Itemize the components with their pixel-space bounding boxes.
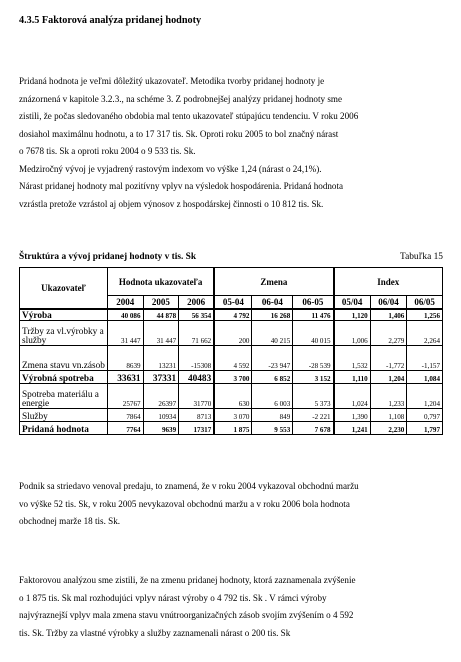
cell: 31 447 bbox=[143, 321, 179, 346]
cell: 1,532 bbox=[334, 346, 371, 371]
cell: 1,110 bbox=[334, 371, 371, 384]
paragraph-line: vzrástla pretože vzrástol aj objem výnosov z hospodárskej činnosti o 10 812 tis. Sk. bbox=[19, 198, 324, 209]
cell: -1,772 bbox=[370, 346, 407, 371]
row-label: Tržby za vl.výrobky a služby bbox=[20, 321, 108, 346]
table-label: Tabuľka 15 bbox=[400, 252, 443, 262]
cell: 1,024 bbox=[334, 384, 371, 409]
paragraph-line: dosiahol maximálnu hodnotu, a to 17 317 tis. Sk. Oproti roku 2005 to bol značný nárast bbox=[19, 128, 339, 139]
paragraph-line: Podnik sa striedavo venoval predaju, to znamená, že v roku 2004 vykazoval obchodnú maržu bbox=[19, 481, 359, 491]
cell: 4 592 bbox=[214, 346, 252, 371]
header-ukazovatel: Ukazovateľ bbox=[20, 268, 108, 309]
cell: 37331 bbox=[143, 371, 179, 384]
margin-paragraph bbox=[19, 478, 443, 531]
cell: -2 221 bbox=[293, 409, 334, 422]
cell: 10934 bbox=[143, 409, 179, 422]
table-row bbox=[20, 321, 443, 346]
cell: 6 003 bbox=[252, 384, 293, 409]
cell: 1,233 bbox=[370, 384, 407, 409]
cell: 9 553 bbox=[252, 422, 293, 435]
cell: 7864 bbox=[107, 409, 143, 422]
cell: 1,256 bbox=[407, 309, 443, 321]
cell: 40 215 bbox=[252, 321, 293, 346]
cell: -15308 bbox=[179, 346, 215, 371]
cell: 6 852 bbox=[252, 371, 293, 384]
row-label: Pridaná hodnota bbox=[20, 422, 108, 435]
cell: 13231 bbox=[143, 346, 179, 371]
header-group-index: Index bbox=[334, 268, 443, 296]
cell: 31 447 bbox=[107, 321, 143, 346]
cell: 3 700 bbox=[214, 371, 252, 384]
row-label: Spotreba materiálu a energie bbox=[20, 384, 108, 409]
header-index: 06/04 bbox=[370, 296, 407, 309]
cell: 1,390 bbox=[334, 409, 371, 422]
paragraph-line: o 7678 tis. Sk a oproti roku 2004 o 9 533 tis. Sk. bbox=[19, 146, 196, 156]
cell: 1,120 bbox=[334, 309, 371, 321]
table-row bbox=[20, 422, 443, 435]
table-row bbox=[20, 371, 443, 384]
cell: 16 268 bbox=[252, 309, 293, 321]
header-year: 2006 bbox=[179, 296, 215, 309]
cell: 40 015 bbox=[293, 321, 334, 346]
cell: 1,204 bbox=[407, 384, 443, 409]
cell: 31770 bbox=[179, 384, 215, 409]
table-title: Štruktúra a vývoj pridanej hodnoty v tis. Sk bbox=[19, 252, 197, 262]
cell: 1,204 bbox=[370, 371, 407, 384]
cell: 3 152 bbox=[293, 371, 334, 384]
cell: 40 086 bbox=[107, 309, 143, 321]
cell: 25767 bbox=[107, 384, 143, 409]
paragraph-line: Faktorovou analýzou sme zistili, že na zmenu pridanej hodnoty, ktorá zaznamenala zvýšenie bbox=[19, 575, 356, 585]
cell: 4 792 bbox=[214, 309, 252, 321]
paragraph-line: vo výške 52 tis. Sk, v roku 2005 nevykazoval obchodnú maržu a v roku 2006 bola hodnota bbox=[19, 498, 350, 509]
factor-analysis-paragraph bbox=[19, 572, 443, 642]
paragraph-line: najvýraznejší vplyv mala zmena stavu vnútroorganizačných zásob svojím zvýšením o 4 592 bbox=[19, 610, 354, 620]
paragraph-line: o 1 875 tis. Sk mal rozhodujúci vplyv nárast výroby o 4 792 tis. Sk . V rámci výroby bbox=[19, 592, 327, 603]
section-heading: 4.3.5 Faktorová analýza pridanej hodnoty bbox=[19, 15, 202, 26]
paragraph-line: Pridaná hodnota je veľmi dôležitý ukazovateľ. Metodika tvorby pridanej hodnoty je bbox=[19, 76, 325, 86]
cell: 9639 bbox=[143, 422, 179, 435]
table-header-row bbox=[20, 268, 443, 296]
header-index: 05/04 bbox=[334, 296, 371, 309]
row-label: Služby bbox=[20, 409, 108, 422]
cell: 71 662 bbox=[179, 321, 215, 346]
cell: -28 539 bbox=[293, 346, 334, 371]
paragraph-line: Medziročný vývoj je vyjadrený rastovým indexom vo výške 1,24 (nárast o 24,1%). bbox=[19, 163, 322, 174]
cell: 11 476 bbox=[293, 309, 334, 321]
cell: 1,406 bbox=[370, 309, 407, 321]
cell: 8639 bbox=[107, 346, 143, 371]
cell: 3 070 bbox=[214, 409, 252, 422]
cell: 7 678 bbox=[293, 422, 334, 435]
cell: 1,241 bbox=[334, 422, 371, 435]
cell: 200 bbox=[214, 321, 252, 346]
cell: 1,797 bbox=[407, 422, 443, 435]
cell: 17317 bbox=[179, 422, 215, 435]
table-row bbox=[20, 346, 443, 371]
paragraph-line: Nárast pridanej hodnoty mal pozitívny vplyv na výsledok hospodárenia. Pridaná hodnota bbox=[19, 181, 344, 191]
cell: 2,279 bbox=[370, 321, 407, 346]
header-year: 2004 bbox=[107, 296, 143, 309]
table-row bbox=[20, 309, 443, 321]
cell: 5 373 bbox=[293, 384, 334, 409]
row-label: Výroba bbox=[20, 309, 108, 321]
cell: 2,264 bbox=[407, 321, 443, 346]
table-row bbox=[20, 384, 443, 409]
header-zmena: 06-05 bbox=[293, 296, 334, 309]
header-index: 06/05 bbox=[407, 296, 443, 309]
header-group-zmena: Zmena bbox=[214, 268, 333, 296]
cell: 33631 bbox=[107, 371, 143, 384]
cell: 0,797 bbox=[407, 409, 443, 422]
cell: 26397 bbox=[143, 384, 179, 409]
row-label: Zmena stavu vn.zásob bbox=[20, 346, 108, 371]
cell: 1,108 bbox=[370, 409, 407, 422]
cell: 56 354 bbox=[179, 309, 215, 321]
paragraph-line: obchodnej marže 18 tis. Sk. bbox=[19, 516, 121, 526]
cell: 8713 bbox=[179, 409, 215, 422]
cell: 1,084 bbox=[407, 371, 443, 384]
header-group-hodnota: Hodnota ukazovateľa bbox=[107, 268, 214, 296]
paragraph-line: tis. Sk. Tržby za vlastné výrobky a služby zaznamenali nárast o 200 tis. Sk bbox=[19, 627, 291, 638]
cell: 44 878 bbox=[143, 309, 179, 321]
cell: 40483 bbox=[179, 371, 215, 384]
row-label: Výrobná spotreba bbox=[20, 371, 108, 384]
header-year: 2005 bbox=[143, 296, 179, 309]
paragraph-line: zistili, že počas sledovaného obdobia mal tento ukazovateľ stúpajúcu tendenciu. V roku 2006 bbox=[19, 111, 359, 121]
cell: -1,157 bbox=[407, 346, 443, 371]
cell: -23 947 bbox=[252, 346, 293, 371]
intro-paragraph bbox=[19, 73, 443, 213]
header-zmena: 05-04 bbox=[214, 296, 252, 309]
table-caption bbox=[19, 252, 443, 264]
cell: 630 bbox=[214, 384, 252, 409]
cell: 1,006 bbox=[334, 321, 371, 346]
cell: 7764 bbox=[107, 422, 143, 435]
value-added-table bbox=[19, 267, 443, 435]
paragraph-line: znázornená v kapitole 3.2.3., na schéme 3. Z podrobnejšej analýzy pridanej hodnoty sme bbox=[19, 93, 342, 104]
header-zmena: 06-04 bbox=[252, 296, 293, 309]
table-row bbox=[20, 409, 443, 422]
cell: 2,230 bbox=[370, 422, 407, 435]
cell: 1 875 bbox=[214, 422, 252, 435]
cell: 849 bbox=[252, 409, 293, 422]
